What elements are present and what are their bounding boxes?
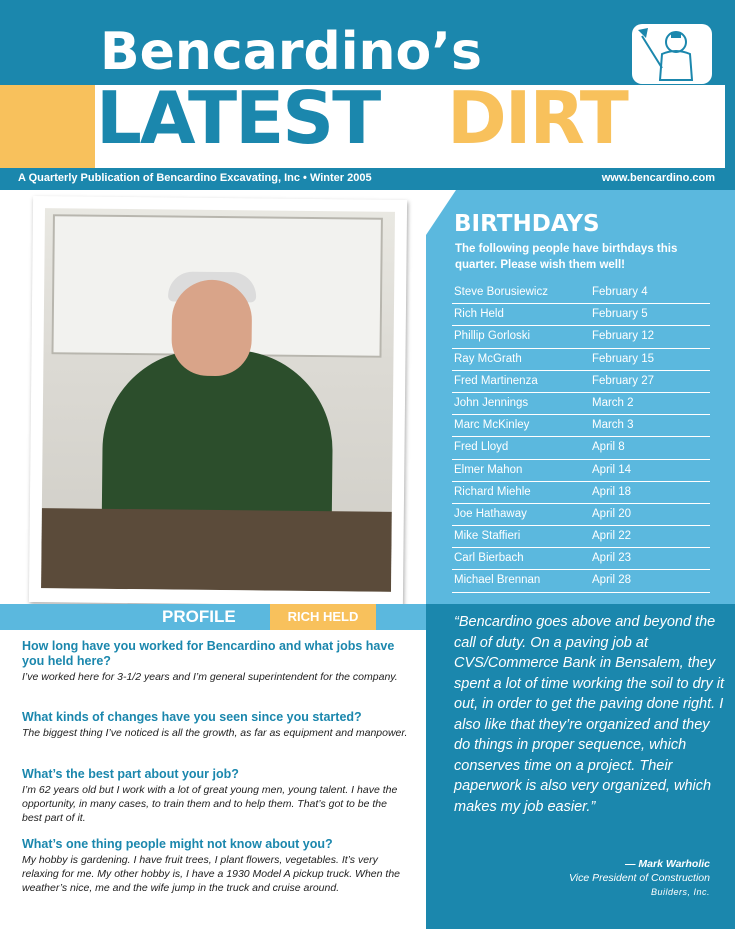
answer: I’m 62 years old but I work with a lot of great young men, young talent. I have the opportunity, in many cases, to train them and to help them. That’s got to be the best part of it.: [22, 784, 398, 824]
birthday-name: Richard Miehle: [454, 485, 531, 498]
birthday-name: Rich Held: [454, 308, 504, 321]
profile-photo-frame: [29, 196, 407, 606]
birthday-date: April 28: [592, 574, 631, 587]
birthday-row: [452, 371, 710, 393]
profile-photo: [41, 208, 395, 592]
birthday-date: April 23: [592, 552, 631, 565]
birthday-row: [452, 460, 710, 482]
birthday-date: April 18: [592, 485, 631, 498]
testimonial-attribution: [440, 857, 710, 899]
birthday-name: Elmer Mahon: [454, 463, 523, 476]
birthday-row: [452, 393, 710, 415]
birthday-row: [452, 415, 710, 437]
birthday-name: Fred Martinenza: [454, 374, 538, 387]
qa-item: [22, 710, 408, 740]
question: What’s the best part about your job?: [22, 767, 239, 781]
birthday-row: [452, 526, 710, 548]
qa-item: [22, 767, 408, 825]
mascot-digger-icon: [632, 24, 712, 84]
birthday-date: February 4: [592, 286, 648, 298]
qa-item: [22, 639, 408, 684]
birthday-row: [452, 326, 710, 348]
birthdays-list: [452, 282, 710, 593]
birthday-name: Joe Hathaway: [454, 507, 527, 520]
publication-info: A Quarterly Publication of Bencardino Excavating, Inc • Winter 2005: [18, 172, 372, 184]
birthday-name: John Jennings: [454, 396, 529, 409]
birthday-row: [452, 548, 710, 570]
birthday-date: March 2: [592, 396, 634, 409]
profile-label: PROFILE: [162, 607, 236, 626]
birthday-row: [452, 437, 710, 459]
masthead-accent-block: [0, 85, 95, 168]
question: What kinds of changes have you seen since you started?: [22, 710, 362, 724]
birthday-row: [452, 482, 710, 504]
birthday-date: February 12: [592, 330, 655, 343]
masthead-title-latest: LATEST: [96, 76, 380, 160]
birthday-date: April 22: [592, 530, 631, 543]
testimonial-company: Builders, Inc.: [650, 887, 710, 897]
birthday-date: March 3: [592, 419, 634, 432]
answer: The biggest thing I’ve noticed is all the growth, as far as equipment and manpower.: [22, 727, 408, 739]
birthdays-title: BIRTHDAYS: [454, 211, 600, 237]
birthday-date: February 27: [592, 374, 655, 387]
birthday-row: [452, 282, 710, 304]
panel-corner-decoration: [426, 190, 456, 235]
testimonial-quote: “Bencardino goes above and beyond the call of duty. On a paving job at CVS/Commerce Bank in Bensalem, they spent a lot of time working the soil to dry it out, in order to get the paving done right. I also like that they’re organized and they do things in proper sequence, which conserves time on a project. Their paperwork is also very organized, which makes my job easier.”: [454, 614, 724, 815]
website-link[interactable]: www.bencardino.com: [601, 172, 715, 184]
person-head: [171, 280, 252, 377]
birthday-date: February 15: [592, 352, 655, 365]
birthday-name: Carl Bierbach: [454, 552, 524, 565]
birthday-row: [452, 504, 710, 526]
desk: [41, 508, 392, 592]
answer: My hobby is gardening. I have fruit trees, I plant flowers, vegetables. It’s very relaxing for me. My other hobby is, I have a 1930 Model A pickup truck. When the weather’s nice, me and the wife jump in the truck and cruise around.: [22, 854, 400, 894]
qa-item: [22, 837, 408, 895]
birthday-name: Phillip Gorloski: [454, 330, 531, 343]
answer: I’ve worked here for 3-1/2 years and I’m general superintendent for the company.: [22, 671, 398, 683]
masthead-title-line1: Bencardino’s: [100, 22, 482, 82]
birthday-name: Fred Lloyd: [454, 441, 509, 454]
birthday-row: [452, 349, 710, 371]
birthday-date: February 5: [592, 308, 648, 321]
info-bar: [0, 168, 735, 190]
question: How long have you worked for Bencardino and what jobs have you held here?: [22, 639, 395, 668]
birthday-row: [452, 304, 710, 326]
profile-name: RICH HELD: [270, 604, 376, 630]
birthday-date: April 14: [592, 463, 631, 476]
testimonial-author-title: Vice President of Construction: [568, 872, 710, 884]
testimonial-author: — Mark Warholic: [625, 858, 710, 870]
birthday-name: Steve Borusiewicz: [454, 286, 548, 298]
birthday-name: Ray McGrath: [454, 352, 522, 365]
birthday-date: April 20: [592, 507, 631, 520]
birthday-row: [452, 570, 710, 592]
birthday-name: Michael Brennan: [454, 574, 541, 587]
birthday-date: April 8: [592, 441, 625, 454]
masthead-title-dirt: DIRT: [447, 76, 627, 160]
birthdays-subtitle: The following people have birthdays this quarter. Please wish them well!: [455, 243, 678, 271]
birthday-name: Mike Staffieri: [454, 530, 521, 543]
question: What’s one thing people might not know about you?: [22, 837, 333, 851]
birthday-name: Marc McKinley: [454, 419, 530, 432]
